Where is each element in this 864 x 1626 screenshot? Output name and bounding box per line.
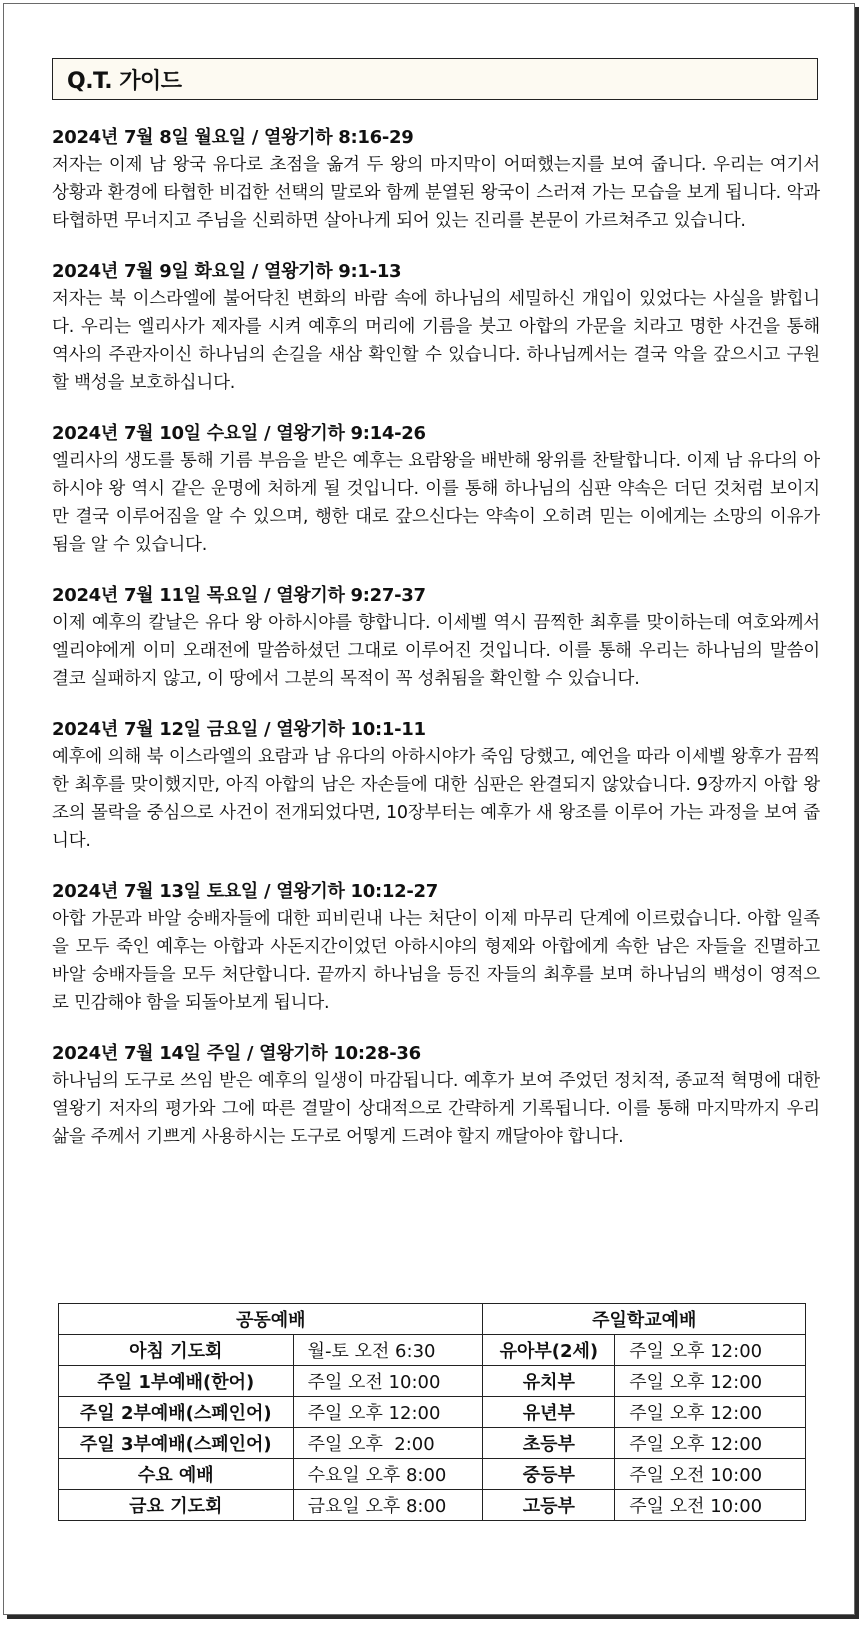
- department-time: 주일 오전 10:00: [615, 1490, 806, 1521]
- department-time: 주일 오후 12:00: [615, 1366, 806, 1397]
- worship-schedule-table: [58, 1303, 806, 1521]
- entry-body: 아합 가문과 바알 숭배자들에 대한 피비린내 나는 처단이 이제 마무리 단계에 이르렀습니다. 아합 일족을 모두 죽인 예후는 아합과 사돈지간이었던 아하시야의 형제와 아합에게 속한 남은 자들을 진멸하고 바알 숭배자들을 모두 처단합니다. 끝까지 하나님을 등진 자들의 최후를 보며 하나님의 백성이 영적으로 민감해야 함을 되돌아보게 됩니다.: [52, 909, 820, 1013]
- service-time: 수요일 오후 8:00: [293, 1459, 483, 1490]
- entry-heading: 2024년 7월 10일 수요일 / 열왕기하 9:14-26: [52, 423, 426, 444]
- entry-heading: 2024년 7월 12일 금요일 / 열왕기하 10:1-11: [52, 719, 426, 740]
- table-row: [59, 1490, 806, 1521]
- service-time: 주일 오후 2:00: [293, 1428, 483, 1459]
- service-name: 주일 3부예배(스페인어): [59, 1428, 294, 1459]
- department-name: 중등부: [483, 1459, 615, 1490]
- entry-heading: 2024년 7월 13일 토요일 / 열왕기하 10:12-27: [52, 881, 438, 902]
- table-row: [59, 1335, 806, 1366]
- department-time: 주일 오후 12:00: [615, 1335, 806, 1366]
- entry-heading: 2024년 7월 9일 화요일 / 열왕기하 9:1-13: [52, 261, 402, 282]
- entry-body: 이제 예후의 칼날은 유다 왕 아하시야를 향합니다. 이세벨 역시 끔찍한 최후를 맞이하는데 여호와께서 엘리야에게 이미 오래전에 말씀하셨던 그대로 이루어진 것입니다. 이를 통해 우리는 하나님의 말씀이 결코 실패하지 않고, 이 땅에서 그분의 목적이 꼭 성취됨을 확인할 수 있습니다.: [52, 613, 820, 689]
- sunday-school-header: 주일학교예배: [483, 1304, 806, 1335]
- guide-header: [52, 58, 818, 100]
- entry-heading: 2024년 7월 8일 월요일 / 열왕기하 8:16-29: [52, 127, 414, 148]
- table-row: [59, 1459, 806, 1490]
- department-name: 유아부(2세): [483, 1335, 615, 1366]
- service-name: 아침 기도회: [59, 1335, 294, 1366]
- department-name: 초등부: [483, 1428, 615, 1459]
- service-time: 금요일 오후 8:00: [293, 1490, 483, 1521]
- qt-entry: [52, 124, 820, 235]
- service-name: 주일 2부예배(스페인어): [59, 1397, 294, 1428]
- service-name: 주일 1부예배(한어): [59, 1366, 294, 1397]
- qt-entry: [52, 878, 820, 1017]
- qt-entries: [52, 124, 820, 1174]
- table-row: [59, 1366, 806, 1397]
- entry-body: 엘리사의 생도를 통해 기름 부음을 받은 예후는 요람왕을 배반해 왕위를 찬탈합니다. 이제 남 유다의 아하시야 왕 역시 같은 운명에 처하게 될 것입니다. 이를 통해 하나님의 심판 약속은 더딘 것처럼 보이지만 결국 이루어짐을 알 수 있으며, 행한 대로 갚으신다는 약속이 오히려 믿는 이에게는 소망의 이유가 됨을 알 수 있습니다.: [52, 451, 820, 555]
- service-time: 주일 오전 10:00: [293, 1366, 483, 1397]
- department-time: 주일 오전 10:00: [615, 1459, 806, 1490]
- qt-entry: [52, 716, 820, 855]
- entry-heading: 2024년 7월 11일 목요일 / 열왕기하 9:27-37: [52, 585, 426, 606]
- department-name: 유치부: [483, 1366, 615, 1397]
- entry-body: 예후에 의해 북 이스라엘의 요람과 남 유다의 아하시야가 죽임 당했고, 예언을 따라 이세벨 왕후가 끔찍한 최후를 맞이했지만, 아직 아합의 남은 자손들에 대한 심판은 완결되지 않았습니다. 9장까지 아합 왕조의 몰락을 중심으로 사건이 전개되었다면, 10장부터는 예후가 새 왕조를 이루어 가는 과정을 보여 줍니다.: [52, 747, 820, 851]
- qt-entry: [52, 420, 820, 559]
- worship-header: 공동예배: [59, 1304, 483, 1335]
- service-name: 수요 예배: [59, 1459, 294, 1490]
- entry-body: 하나님의 도구로 쓰임 받은 예후의 일생이 마감됩니다. 예후가 보여 주었던 정치적, 종교적 혁명에 대한 열왕기 저자의 평가와 그에 따른 결말이 상대적으로 간략하게 기록됩니다. 이를 통해 마지막까지 우리 삶을 주께서 기쁘게 사용하시는 도구로 어떻게 드려야 할지 깨달아야 합니다.: [52, 1071, 820, 1147]
- service-time: 주일 오후 12:00: [293, 1397, 483, 1428]
- department-time: 주일 오후 12:00: [615, 1428, 806, 1459]
- department-name: 유년부: [483, 1397, 615, 1428]
- department-name: 고등부: [483, 1490, 615, 1521]
- service-time: 월-토 오전 6:30: [293, 1335, 483, 1366]
- qt-entry: [52, 582, 820, 693]
- table-row: [59, 1428, 806, 1459]
- entry-body: 저자는 북 이스라엘에 불어닥친 변화의 바람 속에 하나님의 세밀하신 개입이 있었다는 사실을 밝힙니다. 우리는 엘리사가 제자를 시켜 예후의 머리에 기름을 붓고 아합의 가문을 치라고 명한 사건을 통해 역사의 주관자이신 하나님의 손길을 새삼 확인할 수 있습니다. 하나님께서는 결국 악을 갚으시고 구원할 백성을 보호하십니다.: [52, 289, 820, 393]
- qt-entry: [52, 1040, 820, 1151]
- table-header-row: [59, 1304, 806, 1335]
- service-name: 금요 기도회: [59, 1490, 294, 1521]
- entry-body: 저자는 이제 남 왕국 유다로 초점을 옮겨 두 왕의 마지막이 어떠했는지를 보여 줍니다. 우리는 여기서 상황과 환경에 타협한 비겁한 선택의 말로와 함께 분열된 왕국이 스러져 가는 모습을 보게 됩니다. 악과 타협하면 무너지고 주님을 신뢰하면 살아나게 되어 있는 진리를 본문이 가르쳐주고 있습니다.: [52, 155, 820, 231]
- qt-entry: [52, 258, 820, 397]
- table-row: [59, 1397, 806, 1428]
- entry-heading: 2024년 7월 14일 주일 / 열왕기하 10:28-36: [52, 1043, 421, 1064]
- department-time: 주일 오후 12:00: [615, 1397, 806, 1428]
- page-title: Q.T. 가이드: [67, 68, 182, 94]
